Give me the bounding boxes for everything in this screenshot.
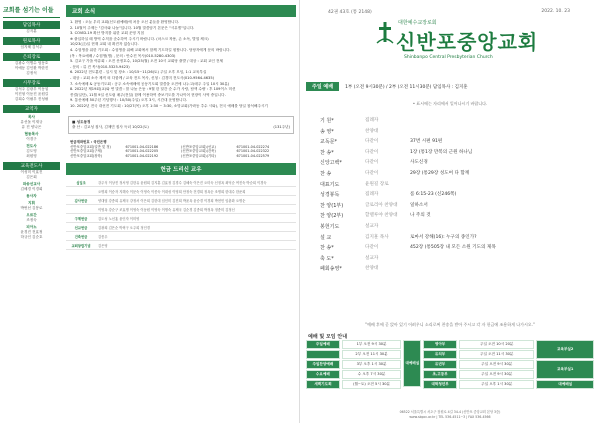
order-row: [320, 116, 590, 127]
offering-row: [66, 241, 296, 250]
issue-meta: [328, 9, 570, 15]
news-item: (목 : 목요예배 / 수험생(명) , 문의 : 안수진 목사(010-5280-4303): [70, 53, 176, 58]
sidebar-group-title: 시무장로: [3, 79, 60, 87]
department-label: 영아부: [423, 340, 457, 349]
footer: [300, 410, 600, 419]
meeting-label: 새벽기도회: [306, 380, 340, 389]
order-host: 설교자: [365, 255, 379, 261]
order-row: [320, 180, 590, 191]
order-host: 다같이: [365, 170, 379, 176]
order-text: 일하소서: [410, 202, 428, 208]
order-host: 글로리아 찬양대: [365, 202, 398, 208]
order-host: 찬양대: [365, 128, 379, 134]
account-row: [70, 154, 292, 159]
sidebar-name: 김광수 이병수 엄동호: [14, 61, 49, 65]
department-label: 초,고등부: [423, 370, 457, 379]
order-name: 대표기도: [320, 181, 340, 188]
account-cell: (신반포중앙교회)(건축): [181, 149, 216, 154]
church-english-name: Shinbanpo Central Presbyterian Church: [404, 55, 493, 60]
church-name: 신반포중앙교회: [396, 30, 539, 54]
sidebar-group-title: 담임목사: [3, 21, 60, 29]
account-cell: 671001-04-022274: [236, 144, 270, 149]
order-name: 축 도*: [320, 255, 334, 262]
offering-header: 헌금 드리신 교우: [66, 163, 296, 175]
sidebar-subtitle: 전도사: [26, 144, 37, 148]
department-time: 주일 오전 9시 30분: [459, 360, 534, 369]
meeting-label: 주일예배: [306, 340, 340, 349]
footer-contact: www.sbpcc.or.kr | TEL 536-4511~3 | FAX 536-4566: [409, 414, 491, 419]
sidebar-name: 김도영: [26, 149, 37, 153]
department-time: 주일 오후 1시 30분: [459, 380, 534, 389]
news-item: 10/23(금)일 현재 교회 내 확진자 없습니다.: [70, 42, 139, 47]
issue-date: 2022. 10. 23: [541, 9, 570, 14]
meeting-hall-label: 대예배실: [403, 340, 421, 387]
service-times: 1부 (오전 9시30분) / 2부 (오전 11시30분) 담임목사 : 김지훈: [345, 84, 468, 90]
sidebar-subtitle: 협동목사: [24, 132, 39, 136]
news-list: [66, 17, 296, 113]
order-host: 다같이: [365, 149, 379, 155]
order-text: 37번 시편 91편: [410, 139, 443, 145]
service-note: • 표시에는 자리에서 일어나시기 바랍니다.: [412, 101, 488, 106]
sidebar-name: 유 진 양나은: [21, 125, 42, 129]
meetings-grid: [306, 340, 594, 406]
offering-category: 건축헌금: [66, 232, 96, 241]
department-label: 대학청년부: [423, 380, 457, 389]
news-item: 6. 2022년 전도훈련 - 일시 및 장소 : 10/15~11/26(토) 주일 오후 모임, 1:1 교육부실: [70, 70, 207, 75]
order-row: [320, 148, 590, 159]
news-item: 4. 수험생을 위한 기도회 : 수험생을 위해 교회에서 함께 기도하길 원합니다. 당당자에게 문의 바랍니다.: [70, 47, 231, 52]
order-name: 성경봉독: [320, 192, 340, 199]
meetings-title: 예배 및 모임 안내: [308, 334, 348, 340]
offering-category: 구제헌금: [66, 214, 96, 223]
order-row: [320, 137, 590, 148]
sidebar-name: 임지혜 김석주: [20, 45, 43, 49]
order-text: 로마서 강해(16): 누구의 종인가?: [410, 234, 477, 240]
sidebar-subtitle: 목사: [28, 115, 35, 119]
news-item: 9. 통신예배 50주년 기념행사 : 10/30(주일) 오후 3시, 시간대 운영합니다.: [70, 98, 188, 103]
denomination-name: 대한예수교장로회: [398, 20, 437, 26]
order-name: 송 영*: [320, 128, 334, 135]
meeting-label: 주일찬양예배: [306, 360, 340, 369]
order-of-worship: [320, 116, 590, 275]
news-item: - 문의 : 류 진 목사(010-5325-9423): [70, 64, 130, 69]
account-cell: (신반포중앙교회)(선교): [181, 144, 216, 149]
sidebar-name: 윤경진 전효정: [20, 230, 43, 234]
sidebar-name: 유선돌 이재규: [20, 120, 43, 124]
order-text: 사도신경: [410, 160, 428, 166]
offering-row: [66, 187, 296, 196]
order-name: 기 원*: [320, 118, 334, 124]
sidebar-subtitle: 오르간: [26, 213, 37, 217]
offering-category: [66, 205, 96, 214]
order-name: 찬 송*: [320, 149, 334, 156]
news-item: ※ 출입하실 때 방역 수칙을 준수하여 주시기 바랍니다. (마스크 착용, 손 소독, 발열 체크): [70, 36, 209, 41]
account-cell: 671001-04-022322: [236, 149, 270, 154]
sidebar-group-title: 교육전도사: [3, 162, 60, 170]
meeting-time: 수 오후 7시 30분: [342, 370, 402, 379]
order-row: [320, 243, 590, 254]
offering-category: 교회창립기념: [66, 241, 96, 250]
account-cell: 신반포중앙교회(일반 및 정): [70, 144, 111, 149]
sidebar-subtitle: 지휘: [28, 201, 35, 205]
news-item: 7. 소속예배 & 공동기도회 : 공주 소속예배에 공동기도회 말씀을 오전에 나누고(매주 주일 10시 30분): [70, 81, 230, 86]
offering-row: [66, 196, 296, 205]
issue-volume: 42권 43호 (통 2148): [328, 10, 372, 15]
order-text: [410, 254, 590, 265]
sidebar-name: 김석주 김광우 이동섭: [14, 87, 49, 91]
member-news-title: ■ 성도동정: [72, 119, 91, 124]
account-cell: 671001-04-022205: [125, 149, 159, 154]
news-header: 교회 소식: [66, 5, 296, 17]
order-name: 찬 양(2부): [320, 213, 344, 220]
offering-names: 김광희 김은순 박혁구 오주희 정인경: [96, 223, 296, 232]
offering-names: 양대엽 강종희 유제국 강정서 이은희 김한대 임인미 김진희 박윤옥 윤승경 이경희 박현민 임춘화 오명순: [96, 196, 296, 205]
order-row: [320, 211, 590, 222]
account-cell: 671001-04-022186: [125, 144, 159, 149]
sidebar-name: 김희수 이필우 진성필: [14, 97, 49, 101]
offering-row: [66, 232, 296, 241]
member-news-count: (131주년): [273, 124, 290, 129]
order-name: 폐회송영*: [320, 266, 342, 273]
news-item: 5. 김교구 가을 야유회 : 오전 산정호수, 10/25(월) 오전 10시 교회당 출발 / 대상 : 교회 교인 전체: [70, 59, 223, 64]
meeting-time: 3부 오후 1시 30분: [342, 360, 402, 369]
left-content: [66, 3, 296, 420]
sidebar-groups: [3, 21, 60, 240]
offering-names: 강주식 이상진 정서영 김한유 윤원희 김지훈 김효정 김경수 김혜숙 이은진 오미숙 신정옥 최덕순 여진숙 박순희 이경숙: [96, 178, 296, 187]
order-host: 설교자: [365, 223, 379, 229]
order-text: 452장 (통505장 내 모든 소원 기도의 제목: [410, 245, 496, 251]
account-cell: 신반포중앙교회(장학): [70, 153, 103, 158]
order-row: [320, 233, 590, 244]
offering-names: 이영옥 강순구 조효명 이영숙 이동원 이영숙 이명숙 유제국 김순경 김종희 박정옥 정종미 김정신: [96, 205, 296, 214]
department-label: 유년부: [423, 360, 457, 369]
account-cell: 671001-04-022192: [125, 153, 159, 158]
department-label: 유치부: [423, 350, 457, 359]
sidebar-subtitle: 동사자: [26, 194, 37, 198]
sidebar-group-title: 교역자: [3, 105, 60, 113]
news-item: 8. 2022년 제19회(교)와 연 말씀 : 를 나눔 은둥 : 9월 한 달간 순 수가 사랑, 탐색 수량 : 후 109이스 미션: [70, 87, 236, 92]
sidebar-name: 조정숙: [26, 218, 37, 222]
offering-row: [66, 214, 296, 223]
account-cell: 신반포중앙교회(구제): [70, 149, 103, 154]
meeting-time: 2부 오전 11시 30분: [342, 350, 402, 359]
meeting-time: 1부 오전 9시 30분: [342, 340, 402, 349]
order-host: 윤원길 장로: [365, 181, 389, 187]
order-name: 찬 송: [320, 170, 332, 177]
meeting-label: 수요예배: [306, 370, 340, 379]
offering-names: 김은영: [96, 241, 296, 250]
order-text: [410, 264, 590, 275]
account-cell: 671001-04-022579: [236, 153, 270, 158]
sidebar-subtitle: 파송선교사: [22, 182, 41, 186]
member-news-text: 출 산 : 김교성 집사, 김채민 집사 득녀 10/22(토): [72, 124, 149, 129]
order-host: 다같이: [365, 245, 379, 251]
offering-row: [66, 223, 296, 232]
offering-category: 선교헌금: [66, 223, 96, 232]
order-text: 1장 (통1장 만복의 근원 하나님: [410, 149, 473, 155]
sidebar-title: 교회를 섬기는 이들: [3, 3, 60, 18]
church-cross-icon: [376, 21, 394, 45]
news-item: 2. 10월이 주제는 "감사와 나눔"입니다. 10월 말씀암기 본문은 "시무엘"입니다.: [70, 25, 195, 30]
member-news-box: [68, 116, 294, 134]
offering-table: [66, 178, 296, 250]
department-room: 대예배실: [536, 380, 594, 389]
order-host: 다같이: [365, 139, 379, 145]
order-host: 집례자: [365, 192, 379, 198]
order-row: [320, 201, 590, 212]
sidebar-name: 하규인 김순호: [20, 235, 43, 239]
accounts-block: [66, 137, 296, 161]
sidebar-subtitle: 피아노: [26, 225, 37, 229]
offering-category: 감사헌금: [66, 196, 96, 205]
sidebar-name: 이경구: [26, 137, 37, 141]
meeting-label: [306, 350, 340, 359]
order-text: 29장 (통29장 성도여 다 함께: [410, 170, 470, 176]
order-row: [320, 264, 590, 275]
order-text: 롬 6:15-23 (신246쪽): [410, 192, 457, 198]
order-text: [410, 116, 590, 127]
order-name: 설 교: [320, 234, 332, 241]
order-host: 다같이: [365, 160, 379, 166]
order-name: 찬 양(1부): [320, 202, 344, 209]
order-host: 김지훈 목사: [365, 234, 389, 240]
order-name: 교독문*: [320, 139, 337, 146]
department-time: 주일 오전 11시 30분: [459, 350, 534, 359]
accounts-title: 헌금계좌번호 : 국민은행: [70, 139, 107, 144]
news-item: - 대상 : 교회 소속 제직 외 다함께 / 교육 전도 목사, 신청 : 김경미 전도사(010-9564-4635): [70, 75, 215, 80]
offering-row: [66, 178, 296, 187]
order-text: [410, 180, 590, 191]
order-row: [320, 190, 590, 201]
service-title: 주일 예배: [306, 82, 339, 91]
department-time: 주일 오전 9시 30분: [459, 370, 534, 379]
news-item: 종결(일단), 11월 9일 신도림 매주(전설) 함께 이용하여 중보기도를 가나이어 현장이 사역 중입니다.: [70, 92, 226, 97]
order-row: [320, 169, 590, 180]
accounts-rows: [70, 145, 292, 159]
offering-category: [66, 187, 96, 196]
department-room: 교육부실2: [536, 340, 594, 359]
sidebar-name: 김지훈: [26, 29, 37, 33]
order-name: 봉헌기도: [320, 223, 340, 230]
sidebar-name: 김혜경 이경회: [20, 187, 43, 191]
service-bar: [306, 82, 594, 91]
order-host: 찬양대: [365, 266, 379, 272]
sidebar-group-title: 은퇴장로: [3, 53, 60, 61]
department-time: 주일 오전 10시 20분: [459, 340, 534, 349]
order-text: 나 주의 것: [410, 213, 431, 219]
order-row: [320, 254, 590, 265]
sidebar-name: 김은회: [26, 175, 37, 179]
order-name: 신앙고백*: [320, 160, 342, 167]
sidebar-name: 박번선 김봉로: [20, 206, 43, 210]
meeting-time: (월~토) 오전 5시 30분: [342, 380, 402, 389]
right-page: [300, 0, 600, 423]
footer-address: 06522 서울특별시 서초구 잠원로 4길 34-4 (신반포 중앙교회 본당 3층): [399, 410, 501, 414]
order-host: 집례자: [365, 118, 379, 123]
order-name: 찬 송*: [320, 245, 334, 252]
sidebar-name: 최원영: [26, 154, 37, 158]
sidebar-group-title: 원로목사: [3, 37, 60, 45]
sidebar-name: 이진형 이동진 윤원길: [14, 92, 49, 96]
offering-names: 김도성 노신홍 윤인자 이미영: [96, 214, 296, 223]
sidebar-name: 이성미 이효진: [20, 170, 43, 174]
offering-row: [66, 205, 296, 214]
worship-quote: "예배 후에 곧 앉아 있기 어려우니 소리로써 찬송을 받아 주시고 각 자 헌금에 조용하게 나가시오.": [365, 322, 535, 327]
church-logo: [370, 19, 540, 79]
order-row: [320, 127, 590, 138]
sidebar: [3, 3, 60, 420]
news-item: 10. 2022년 전국 대선전 기도회 : 10/27(목) 오후 1:30 ~ 3:30, 소망교회(가락동 추수 시와), 전국 예배를 당일 참석해주시기: [70, 103, 268, 108]
sidebar-name: 김정석: [26, 71, 37, 75]
order-host: 할렐루야 찬양대: [365, 213, 398, 219]
sidebar-name: 이예동 김인환 박한진: [14, 66, 49, 70]
offering-names: 김종우: [96, 232, 296, 241]
offering-category: 십일조: [66, 178, 96, 187]
order-text: [410, 222, 590, 233]
news-item: 3. COVID-19 확산 방지를 위한 교회 운영 지침: [70, 31, 144, 36]
news-item: 1. 환영 : 오늘 우리 교회(신도림예배)에 처음 오신 분들을 환영합니다.: [70, 20, 180, 24]
order-row: [320, 222, 590, 233]
order-row: [320, 158, 590, 169]
department-room: 교육부실1: [536, 360, 594, 379]
order-text: [410, 127, 590, 138]
account-cell: (신반포중앙교회)(기타): [181, 153, 216, 158]
offering-names: 오명희 이승자 지해숙 이문숙 이영숙 이종숙 이대성 이영희 안정숙 전경희 정옥순 조명희 한대수 한준희: [96, 187, 296, 196]
